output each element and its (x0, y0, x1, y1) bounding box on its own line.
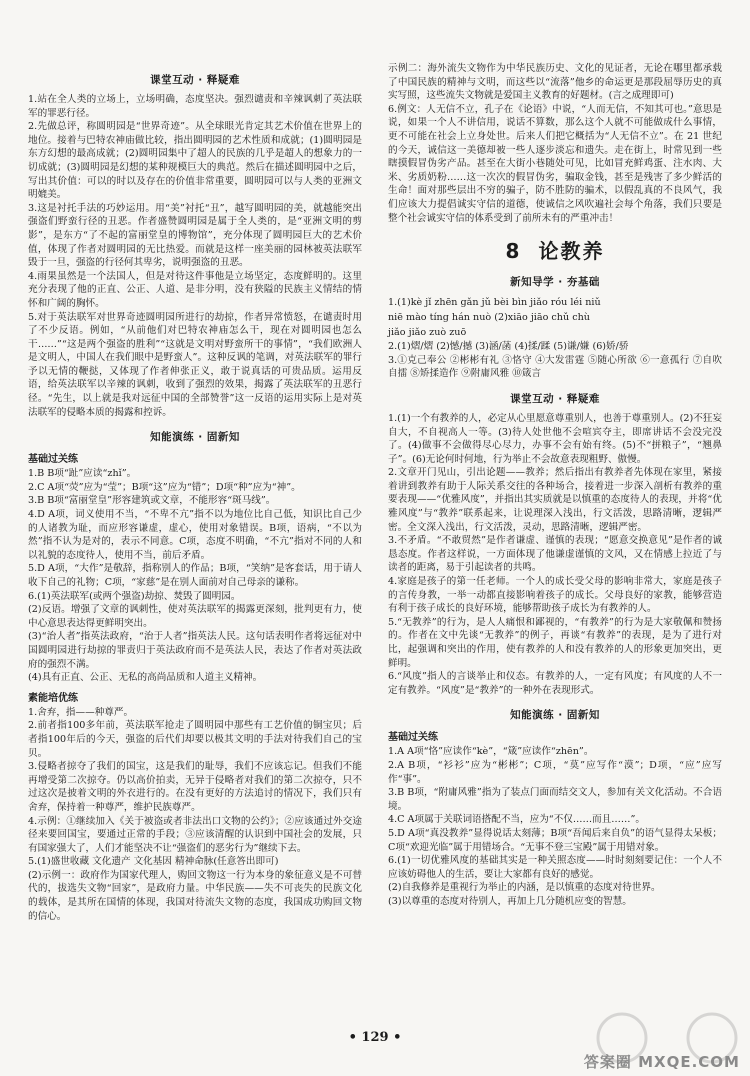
answer-page (28, 62, 722, 1052)
answer-paragraph: 2.C A项“荧”应为“莹”；B项“这”应为“错”；D项“种”应为“神”。 (28, 481, 301, 493)
subsection-basic: 基础过关练 (28, 454, 78, 466)
answer-paragraph: 3.B B项“富丽堂皇”形容建筑或文章，不能形容“斑马线”。 (28, 495, 276, 507)
answer-paragraph: (3)“治人者”指英法政府，“治于人者”指英法人民。这句话表明作者将远征对中国圆明园进行劫掠的罪责归于英法政府而不是英法人民，表达了作者对英法政府的强烈不满。 (28, 631, 362, 670)
answer-paragraph: 3.①克己奉公 ②彬彬有礼 ③恪守 ④大发雷霆 ⑤随心所欲 ⑥一意孤行 ⑦自吹自擂 ⑧矫揉造作 ⑨附庸风雅 ⑩箴言 (388, 354, 722, 380)
answer-paragraph: 2.先做总评，称圆明园是“世界奇迹”。从全球眼光肯定其艺术价值在世界上的地位。接着与巴特农神庙做比较，指出圆明园的艺术性质和成就；(1)圆明园是东方幻想的最高成就；(2)圆明园集中了超人的民族的几乎是超人的想象力的一切成就；(3)圆明园是幻想的某种规模巨大的典范。然后在描述圆明园中之后，写出其价值：可以的时以及存在的价值非常重要，圆明园可以与人类的亚洲文明媲美。 (28, 121, 362, 201)
answer-paragraph: 示例二：海外流失文物作为中华民族历史、文化的见证者，无论在哪里都承载了中国民族的精神与文明，而这些以“流落”他乡的命运更是那段屈辱历史的真实写照，这些流失文物就是爱国主义教育的好题材。(言之成理即可) (388, 63, 722, 102)
continued-answers (388, 62, 722, 225)
pinyin-answers (388, 295, 722, 340)
answer-paragraph: 5.D A项，“大作”是敬辞，指称别人的作品；B项，“笑纳”是客套话，用于请人收下自己的礼物；C项，“家慈”是在别人面前对自己母亲的谦称。 (28, 563, 362, 588)
answer-paragraph: 5.D A项“真没教养”显得说话太刻薄；B项“吾闻后来自负”的语气显得太呆板；C项“欢迎光临”属于用错场合。“无事不登三宝殿”属于用错对象。 (388, 827, 722, 853)
answer-paragraph: 5.“无教养”的行为，是人人痛恨和鄙视的，“有教养”的行为是大家敬佩和赞扬的。作者在文中先谈“无教养”的例子，再谈“有教养”的表现，是为了进行对比，起强调和突出的作用，使有教养的人和没有教养的人的形象更加突出，更鲜明。 (388, 616, 722, 669)
answer-paragraph: 5.(1)盛世收藏 文化遗产 文化基因 精神命脉(任意答出即可) (28, 856, 279, 868)
answer-paragraph: 1.A A项“恪”应读作“kè”，“箴”应读作“zhēn”。 (388, 746, 594, 758)
subsection-basic-2: 基础过关练 (388, 732, 438, 744)
pinyin-line: 1.(1)kè jǐ zhēn gǎn jǔ bèi bìn jiǎo róu léi niǔ (388, 297, 601, 309)
answer-paragraph: 1.(1)一个有教养的人，必定从心里愿意尊重别人，也善于尊重别人。(2)不狂妄自大，不自视高人一等。(3)待人处世他不会喧宾夺主，即席讲话不会没完没了。(4)做事不会做得尽心尽力，办事不会有始有终。(5)不“拼粮子”，“翘鼻子”。(6)无论何时何地，行为举止不会故意表现粗野、傲慢。 (388, 412, 722, 465)
answer-paragraph: 5.对于英法联军对世界奇迹圆明园所进行的劫掠，作者异常愤怒，在谴责时用了不少反语。例如，“从前他们对巴特农神庙怎么干，现在对圆明园也怎么干……”“这是两个强盗的胜利”“这就是文明对野蛮所干的事情”，“我们欧洲人是文明人，中国人在我们眼中是野蛮人”。这种反讽的笔调，对英法联军的罪行予以无情的鞭挞，又体现了作者伸张正义，敢于说真话的可贵品质。运用反语，给英法联军以辛辣的讽刺，收到了强烈的效果，揭露了英法联军的丑恶行径。“先生，以上就是我对远征中国的全部赞誉”这一反语的运用实际上是对英法联军的侵略本质的揭露和控诉。 (28, 311, 362, 418)
answer-paragraph: 4.家庭是孩子的第一任老师。一个人的成长受父母的影响非常大，家庭是孩子的言传身教，一举一动都直接影响着孩子的成长。父母良好的家教，能够营造有利于孩子成长的良好环境，能够帮助孩子成长为有教养的人。 (388, 576, 722, 615)
pinyin-line: niē mào tíng hán nuò (2)xiāo jiāo chǔ chù (388, 312, 590, 324)
answer-paragraph: (2)自我修养是重视行为举止的内涵，是以慎重的态度对待世界。 (388, 882, 661, 894)
watermark-text: 答案圈 MXQE.COM (583, 1053, 740, 1071)
classroom-answers (28, 93, 362, 419)
answer-paragraph: 3.B B项，“附庸风雅”指为了装点门面而结交文人，参加有关文化活动。不合语境。 (388, 787, 722, 812)
section-title-classroom-2: 课堂互动 · 释疑难 (510, 392, 600, 405)
answer-paragraph: (2)示例一：政府作为国家代理人，购回文物这一行为本身的象征意义是不可替代的，拔选失文物“回家”，是政府力量。中华民族——失不可丧失的民族文化的载体，是其所在国情的体现，我国对待流失文物的态度，我国成功购回文物的信心。 (28, 869, 362, 922)
subsection-advanced: 素能培优练 (28, 692, 78, 704)
answer-paragraph: 2.文章开门见山，引出论题——教养；然后指出有教养者先体现在家里，紧接着讲到教养有助于人际关系交往的各种场合，接着进一步深入剖析有教养的重要表现——“优雅风度”，并指出其实质就是以慎重的态度待人的表现，并将“优雅风度”与“教养”联系起来，让说理深入浅出，行文活泼，思路清晰，逻辑严密。全文深入浅出，行文活泼，灵动，思路清晰，逻辑严密。 (388, 467, 722, 533)
answer-paragraph: (2)反语。增强了文章的讽刺性，使对英法联军的揭露更深刻，批判更有力，使中心意思表达得更鲜明突出。 (28, 604, 362, 629)
answer-paragraph: 6.“风度”指人的言谈举止和仪态。有教养的人，一定有风度；有风度的人不一定有教养。“风度”是“教养”的一种外在表现形式。 (388, 671, 722, 696)
answer-paragraph: 4.示例：①继续加入《关于被盗或者非法出口文物的公约》；②应该通过外交途径来要回国宝，要通过正常的手段；③应该清醒的认识到中国社会的发展，只有国家强大了，人们才能坚决不让“强盗们的恶劣行为”继续下去。 (28, 815, 362, 854)
answer-paragraph: 2.A B项，“衫衫”应为“彬彬”；C项，“莫”应写作“漠”；D项，“应”应写作“事”。 (388, 759, 722, 785)
section-title-preview: 新知导学 · 夯基础 (510, 276, 600, 289)
page-number: • 129 • (348, 1030, 402, 1045)
left-column (28, 62, 362, 923)
basic-answers (28, 467, 362, 685)
answer-paragraph: 2.前者指100多年前，英法联军抢走了圆明园中那些有工艺价值的铜宝贝；后者指100年后的今天，强盗的后代们却要以极其文明的手法对待我们自己的宝贝。 (28, 720, 362, 759)
section-title-practice: 知能演练 · 固新知 (150, 431, 240, 444)
answer-paragraph: 3.这是衬托手法的巧妙运用。用“美”衬托“丑”，越写圆明园的美，就越能突出强盗们野蛮行径的丑恶。作者盛赞圆明园是属于全人类的，是“亚洲文明的剪影”，是东方“了不起的富丽堂皇的博物馆”，充分体现了圆明园巨大的艺术价值，体现了作者对圆明园的无比热爱。而就是这样一座美丽的园林被英法联军毁于一旦，强盗的行径何其卑劣，说明强盗的丑恶。 (28, 202, 362, 269)
right-column (388, 62, 722, 909)
section-title-practice-2: 知能演练 · 固新知 (510, 709, 600, 722)
section-title-classroom: 课堂互动 · 释疑难 (150, 74, 240, 86)
answer-paragraph: 1.B B项“趾”应读“zhǐ”。 (28, 468, 137, 480)
answer-paragraph: 3.侵略者掠夺了我们的国宝，这是我们的耻辱，我们不应该忘记。但我们不能再增受第二次掠夺。仍以高价拍卖，无异于侵略者对我们的第二次掠夺，只不过这次是披着文明的外衣进行的。在没有更好的方法追讨的情况下，我们只有舍弃，保持着一种尊严，维护民族尊严。 (28, 761, 362, 813)
lesson-heading (388, 235, 722, 264)
lesson-name: 论教养 (538, 239, 605, 264)
answer-paragraph: 6.(1)一切优雅风度的基础其实是一种关照态度——时时刻刻要记住：一个人不应该妨碍他人的生活，要让大家都有良好的感觉。 (388, 855, 722, 880)
answer-paragraph: (4)具有正直、公正、无私的高尚品质和人道主义精神。 (28, 672, 263, 684)
lesson-number: 8 (505, 239, 520, 264)
classroom-answers-2 (388, 412, 722, 697)
answer-paragraph: 6.(1)英法联军(或两个强盗)劫掠、焚毁了圆明园。 (28, 590, 241, 602)
answer-paragraph: 6.例文：人无信不立，孔子在《论语》中说，“人而无信，不知其可也。”意思是说，如果一个人不讲信用，说话不算数，那么这个人就不可能做成什么事情，更不可能在社会上立身处世。后来人们把它概括为“人无信不立”。在 21 世纪的今天，诚信这一美德却被一些人逐步淡忘和遗失。走在街上，时常见到一些瞎摸假冒伪劣产品。甚至在大街小巷随处可见，比如冒充鲜鸡蛋、注水肉、大米、劣质奶粉……这一次次的假冒伪劣，骗取金钱，甚至是残害了多少鲜活的生命！面对那些层出不穷的骗子，防不胜防的骗术，以假乱真的不良风气，我们应该大力提倡诚实守信的道德，使诚信之风吹遍社会每个角落，我们只要是整个社会诚实守信的体系受到了前所未有的严重冲击！ (388, 103, 722, 224)
answer-paragraph: 4.D A项，词义使用不当，“不卑不亢”指不以为地位比自己低，知识比自己少的人诸教为耻，而应形容谦虚，虚心，使用对象错误。B项，语病，“不以为然”指不认为是对的，表示不同意。C项，态度不明确，“不亢”指对不同的人和以礼貌的态度待人，使用不当，前后矛盾。 (28, 509, 362, 561)
answer-paragraph: 4.雨果虽然是一个法国人，但是对待这件事他是立场坚定，态度鲜明的。这里充分表现了他的正直、公正、人道、是非分明，没有狭隘的民族主义情结的情怀和广阔的胸怀。 (28, 270, 362, 309)
answer-paragraph: 2.(1)熠/熠 (2)憾/撼 (3)涵/菡 (4)揉/蹂 (5)谦/嫌 (6)娇/骄 (388, 341, 629, 353)
answer-paragraph: 1.舍弃，指——种尊严。 (28, 706, 134, 718)
basic-answers-2 (388, 745, 722, 908)
pinyin-line: jiǎo jiǎo zuò zuō (388, 327, 467, 339)
answer-paragraph: 1.站在全人类的立场上，立场明确，态度坚决。强烈谴责和辛辣讽刺了英法联军的罪恶行径。 (28, 94, 362, 119)
preview-answers (388, 340, 722, 381)
answer-paragraph: 4.C A项属于关联词语搭配不当，应为“不仅……而且……”。 (388, 814, 645, 826)
answer-paragraph: 3.不矛盾。“不敢贸然”是作者谦虚、谨慎的表现；“愿意交换意见”是作者的诚恳态度。作者这样说，一方面体现了他谦虚谨慎的文风，又在情感上拉近了与读者的距离，易于引起读者的共鸣。 (388, 535, 722, 574)
answer-paragraph: (3)以尊重的态度对待别人，再加上几分随机应变的智慧。 (388, 895, 632, 907)
advanced-answers (28, 706, 362, 924)
